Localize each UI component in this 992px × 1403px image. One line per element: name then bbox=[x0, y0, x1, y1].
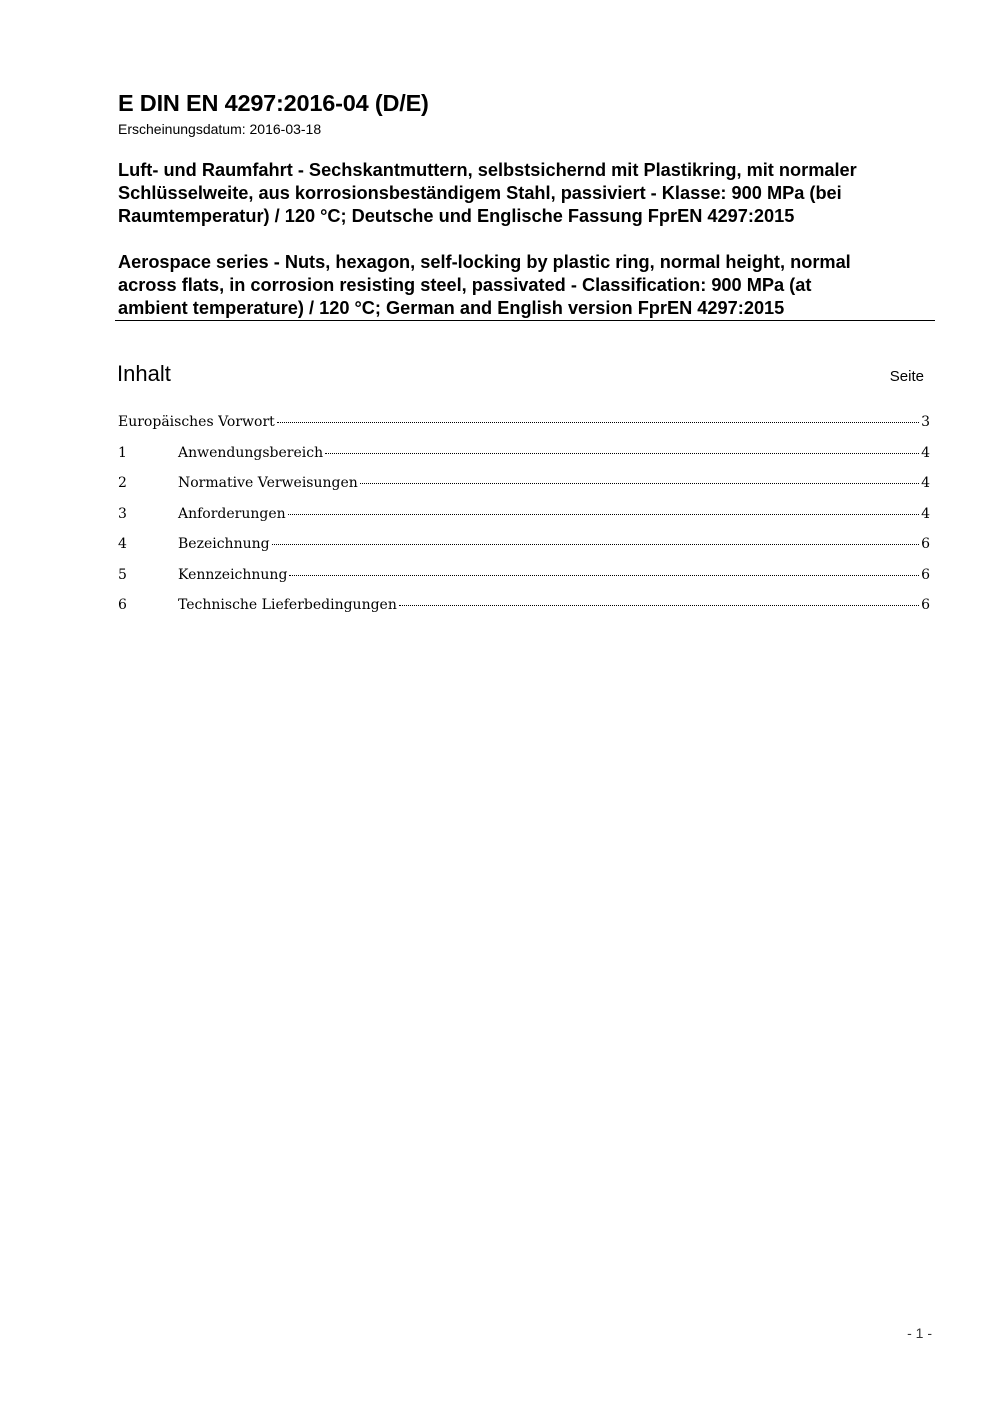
toc-entry-page: 6 bbox=[921, 597, 930, 613]
toc-entry-number: 3 bbox=[118, 505, 127, 522]
toc-entry-title: Normative Verweisungen bbox=[178, 475, 358, 491]
toc-entry-foreword[interactable] bbox=[118, 414, 930, 445]
toc-heading: Inhalt bbox=[117, 361, 171, 386]
toc-entry-title: Anwendungsbereich bbox=[178, 444, 324, 461]
title-german-line: Schlüsselweite, aus korrosionsbeständigem Stahl, passiviert - Klasse: 900 MPa (bei bbox=[118, 183, 842, 203]
title-german bbox=[118, 159, 938, 228]
toc-entry-6[interactable] bbox=[118, 597, 930, 628]
toc-entry-page: 4 bbox=[921, 444, 930, 461]
publication-date: Erscheinungsdatum: 2016-03-18 bbox=[118, 121, 322, 137]
toc-entry-number: 1 bbox=[118, 444, 127, 461]
toc-page-label: Seite bbox=[889, 368, 924, 385]
toc-entry-page: 4 bbox=[921, 505, 930, 522]
toc-entry-title: Technische Lieferbedingungen bbox=[178, 597, 397, 613]
toc-entry-2[interactable] bbox=[118, 475, 930, 506]
toc-entry-page: 6 bbox=[921, 566, 930, 583]
toc-entry-page: 3 bbox=[921, 414, 930, 430]
toc-entry-number: 2 bbox=[118, 475, 127, 491]
document-id: E DIN EN 4297:2016-04 (D/E) bbox=[118, 90, 429, 116]
toc-entry-3[interactable] bbox=[118, 506, 930, 537]
toc-leader-dots bbox=[325, 453, 919, 454]
toc-entry-5[interactable] bbox=[118, 567, 930, 598]
toc-entry-title: Kennzeichnung bbox=[178, 566, 288, 583]
toc-entry-number: 5 bbox=[118, 566, 127, 583]
toc-entry-title: Anforderungen bbox=[178, 505, 286, 522]
toc-leader-dots bbox=[399, 605, 919, 606]
toc-entry-1[interactable] bbox=[118, 445, 930, 476]
toc-entry-number: 4 bbox=[118, 536, 127, 552]
toc-entry-page: 6 bbox=[921, 536, 930, 552]
toc-entry-4[interactable] bbox=[118, 536, 930, 567]
title-divider bbox=[115, 320, 935, 321]
toc-leader-dots bbox=[277, 422, 919, 423]
toc-entry-page: 4 bbox=[921, 475, 930, 491]
title-english-line: across flats, in corrosion resisting steel, passivated - Classification: 900 MPa (at bbox=[118, 275, 812, 295]
toc-entry-title: Bezeichnung bbox=[178, 536, 270, 552]
toc-leader-dots bbox=[289, 575, 919, 576]
table-of-contents bbox=[118, 414, 930, 628]
title-english-line: Aerospace series - Nuts, hexagon, self-locking by plastic ring, normal height, normal bbox=[118, 252, 851, 272]
title-german-line: Luft- und Raumfahrt - Sechskantmuttern, selbstsichernd mit Plastikring, mit normaler bbox=[118, 160, 857, 180]
toc-leader-dots bbox=[360, 483, 919, 484]
title-german-line: Raumtemperatur) / 120 °C; Deutsche und Englische Fassung FprEN 4297:2015 bbox=[118, 206, 795, 226]
toc-leader-dots bbox=[288, 514, 919, 515]
title-english bbox=[118, 251, 938, 320]
title-english-line: ambient temperature) / 120 °C; German and English version FprEN 4297:2015 bbox=[118, 298, 785, 318]
toc-leader-dots bbox=[272, 544, 919, 545]
page-number: - 1 - bbox=[907, 1325, 932, 1341]
toc-entry-title: Europäisches Vorwort bbox=[118, 414, 275, 430]
toc-entry-number: 6 bbox=[118, 597, 127, 613]
